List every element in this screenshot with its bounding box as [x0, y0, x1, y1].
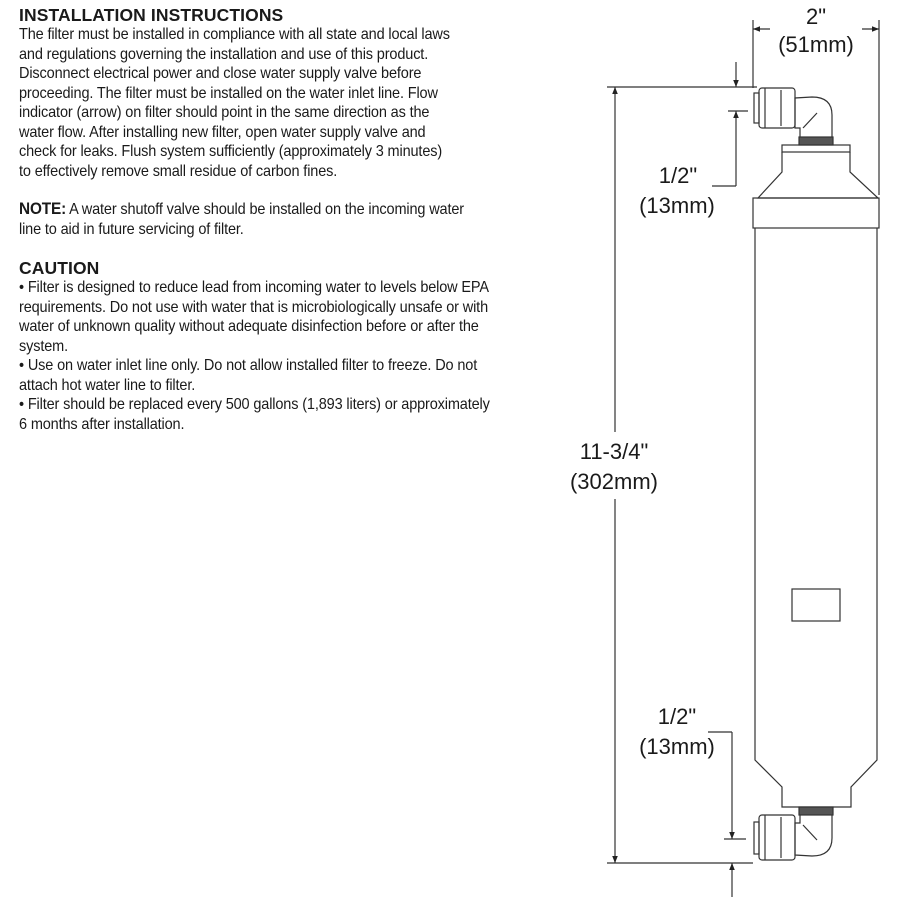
filter-cartridge: [753, 145, 879, 807]
collet-lip: [754, 93, 759, 123]
top-offset-mm-label: (13mm): [639, 193, 715, 218]
installation-line: water flow. After installing new filter, open water supply valve and: [19, 123, 426, 141]
caution-line: attach hot water line to filter.: [19, 376, 196, 394]
elbow-seam: [803, 825, 817, 840]
caution-line: requirements. Do not use with water that is microbiologically unsafe or with: [19, 298, 488, 316]
caution-line: • Filter is designed to reduce lead from incoming water to levels below EPA: [19, 279, 489, 296]
thread-ring: [799, 137, 833, 145]
cartridge-body: [755, 228, 877, 807]
caution-line: • Filter should be replaced every 500 gallons (1,893 liters) or approximately: [19, 396, 490, 413]
cap-top: [782, 145, 850, 152]
installation-line: Disconnect electrical power and close water supply valve before: [19, 65, 422, 82]
top-elbow-fitting: [754, 88, 833, 145]
installation-line: check for leaks. Flush system sufficiently (approximately 3 minutes): [19, 143, 443, 160]
bottom-offset-mm-label: (13mm): [639, 734, 715, 759]
caution-line: system.: [19, 337, 68, 355]
cap-cone: [758, 152, 878, 198]
caution-line: water of unknown quality without adequate disinfection before or after the: [19, 318, 479, 335]
height-inches-label: 11-3/4": [579, 439, 649, 464]
installation-line: The filter must be installed in compliance with all state and local laws: [19, 26, 450, 43]
note-label: NOTE:: [19, 200, 67, 218]
installation-line: and regulations governing the installation and use of this product.: [19, 45, 429, 63]
note-line: line to aid in future servicing of filter.: [19, 220, 244, 238]
thread-ring: [799, 807, 833, 815]
height-mm-label: (302mm): [569, 469, 659, 494]
bottom-elbow-fitting: [754, 807, 833, 860]
bottom-offset-dimension: [639, 704, 746, 897]
installation-line: to effectively remove small residue of carbon fines.: [19, 162, 338, 180]
top-offset-dimension: [639, 62, 748, 218]
label-box: [792, 589, 840, 621]
installation-line: indicator (arrow) on filter should point in the same direction as the: [19, 104, 430, 121]
width-dimension: [753, 4, 879, 195]
caution-line: 6 months after installation.: [19, 415, 185, 433]
caution-title: CAUTION: [19, 258, 100, 278]
width-inches-label: 2": [805, 4, 827, 29]
installation-line: proceeding. The filter must be installed on the water inlet line. Flow: [19, 84, 438, 102]
width-mm-label: (51mm): [778, 32, 854, 57]
installation-title: INSTALLATION INSTRUCTIONS: [19, 5, 284, 25]
collet-lip: [754, 822, 759, 854]
cap-collar: [753, 198, 879, 228]
bottom-offset-inches-label: 1/2": [657, 704, 697, 729]
top-offset-inches-label: 1/2": [658, 163, 698, 188]
note-text: A water shutoff valve should be installed on the incoming water: [66, 201, 464, 218]
elbow-seam: [803, 113, 817, 128]
caution-line: • Use on water inlet line only. Do not allow installed filter to freeze. Do not: [19, 357, 478, 374]
